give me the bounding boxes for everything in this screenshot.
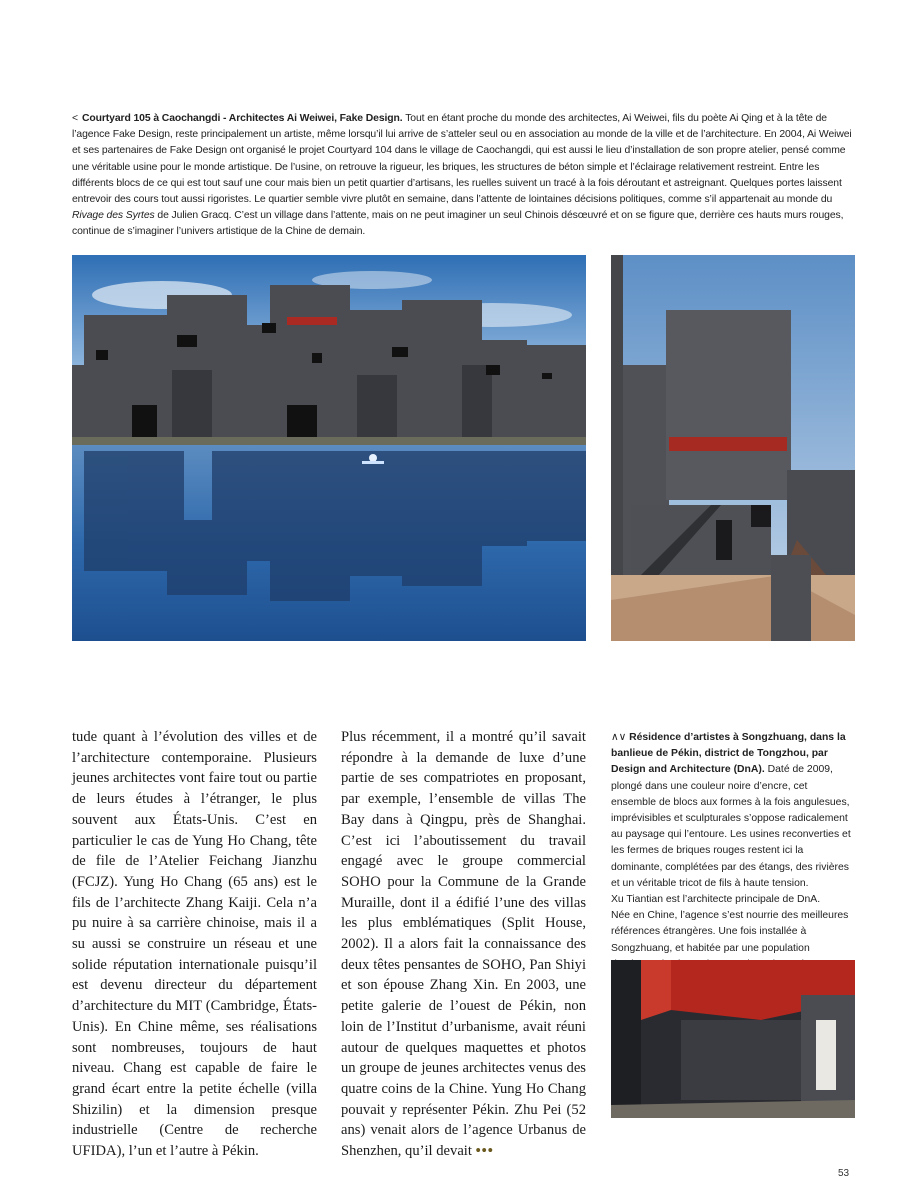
top-caption-title: Courtyard 105 à Caochangdi - Architectes Ai Weiwei, Fake Design. [81, 113, 403, 124]
interior-photo [611, 960, 855, 1118]
body-column-1: tude quant à l’évolution des villes et de l’architecture contemporaine. Plusieurs jeunes architectes vont faire tout ou partie de leurs études à l’étranger, le plus souvent aux États-Unis. C’est en particulier le cas de Yung Ho Chang, tête de file de l’Atelier Feichang Jianzhu (FCJZ). Yung Ho Chang (65 ans) est le fils de l’architecte Zhang Kaiji. Cela n’a pu nuire à sa carrière chinoise, mais il a su aussi se construire un réseau et une solide réputation internationale puisqu’il est devenu directeur du département d’architecture du MIT (Cambridge, États-Unis). En Chine même, ses réalisations sont nombreuses, toujours de haut niveau. Chang est capable de faire le grand écart entre la petite échelle (villa Shizilin) et la dimension presque industrielle (Centre de recherche UFIDA), l’un et l’autre à Pékin. [72, 729, 317, 1160]
top-caption-italic: Rivage des Syrtes [72, 210, 155, 222]
top-caption-text: Tout en étant proche du monde des architectes, Ai Weiwei, fils du poète Ai Qing et à la tête de l’agence Fake Design, reste principalement un artiste, même lorsqu’il lui arrive de s’atteler seul ou en association au monde de la ville et de l’architecture. En 2004, Ai Weiwei et ses partenaires de Fake Design ont organisé le projet Courtyard 104 dans le village de Caochangdi, qui est aussi le lieu d’installation de son propre atelier, pensé comme une véritable usine pour le monde artistique. De l’usine, on retrouve la rigueur, les briques, les structures de béton simple et l’éclairage relativement restreint. Entre les différents blocs de ce qui est tout sauf une cour mais bien un petit quartier d’artisans, les ruelles suivent un tracé à la fois déroutant et astreignant. Quelques portes laissent entrevoir des cours tout aussi rigoristes. Le quartier semble vivre plutôt en semaine, dans l’attente de lointaines décisions politiques, comme s’il appartenait au monde du [72, 113, 852, 206]
right-caption [611, 730, 855, 989]
right-caption-title: Résidence d’artistes à Songzhuang, dans la banlieue de Pékin, district de Tongzhou, par Design and Architecture (DnA). [611, 732, 846, 776]
top-caption-text-end: de Julien Gracq. C’est un village dans l’attente, mais on ne peut imaginer un seul Chinois désœuvré et on se figure que, derrière ces hauts murs rouges, continue de s’imaginer l’univers artistique de la Chine de demain. [72, 210, 844, 238]
page-number: 53 [838, 1168, 850, 1179]
arrows-up-down-icon: ∧∨ [611, 732, 627, 743]
residence-photo [611, 255, 855, 641]
courtyard-photo [72, 255, 586, 641]
body-column-2-text: Plus récemment, il a montré qu’il savait répondre à la demande de luxe d’une partie de ses compatriotes en proposant, par exemple, l’ensemble de villas The Bay dans à Qingpu, près de Shanghai. C’est ici l’aboutissement du travail engagé avec le groupe commercial SOHO pour la Commune de la Grande Muraille, dont il a édifié l’une des villas les plus emblématiques (Split House, 2002). Il a alors fait la connaissance des deux têtes pensantes de SOHO, Pan Shiyi et son épouse Zhang Xin. En 2003, une petite galerie de l’ouest de Pékin, non loin de l’Institut d’urbanisme, avait réuni autour de quelques maquettes et photos un groupe de jeunes architectes venus des quatre coins de la Chine. Yung Ho Chang pouvait y représenter Pékin. Zhu Pei (52 ans) venait alors de l’agence Urbanus de Shenzhen, qu’il devait [341, 729, 586, 1160]
body-column-2 [341, 727, 586, 1162]
top-caption [72, 111, 852, 241]
right-caption-text-3: Née en Chine, l’agence s’est nourrie des meilleures références étrangères. Une fois installée à Songzhuang, et habitée par une population [611, 910, 849, 954]
right-caption-text: Daté de 2009, plongé dans une couleur noire d’encre, cet ensemble de blocs aux formes à la fois angulesues, imprévisibles et sculpturales s’oppose radicalement au paysage qui l’entoure. Les usines reconverties et les fermes de briques rouges restent ici la dominante, complétées par des étangs, des rivières et un véritable tricot de fils à haute tension. [611, 764, 851, 889]
continuation-mark: ••• [475, 1143, 494, 1160]
right-caption-text-2: Xu Tiantian est l’architecte principale de DnA. [611, 894, 821, 906]
arrow-left-icon: < [72, 113, 78, 124]
